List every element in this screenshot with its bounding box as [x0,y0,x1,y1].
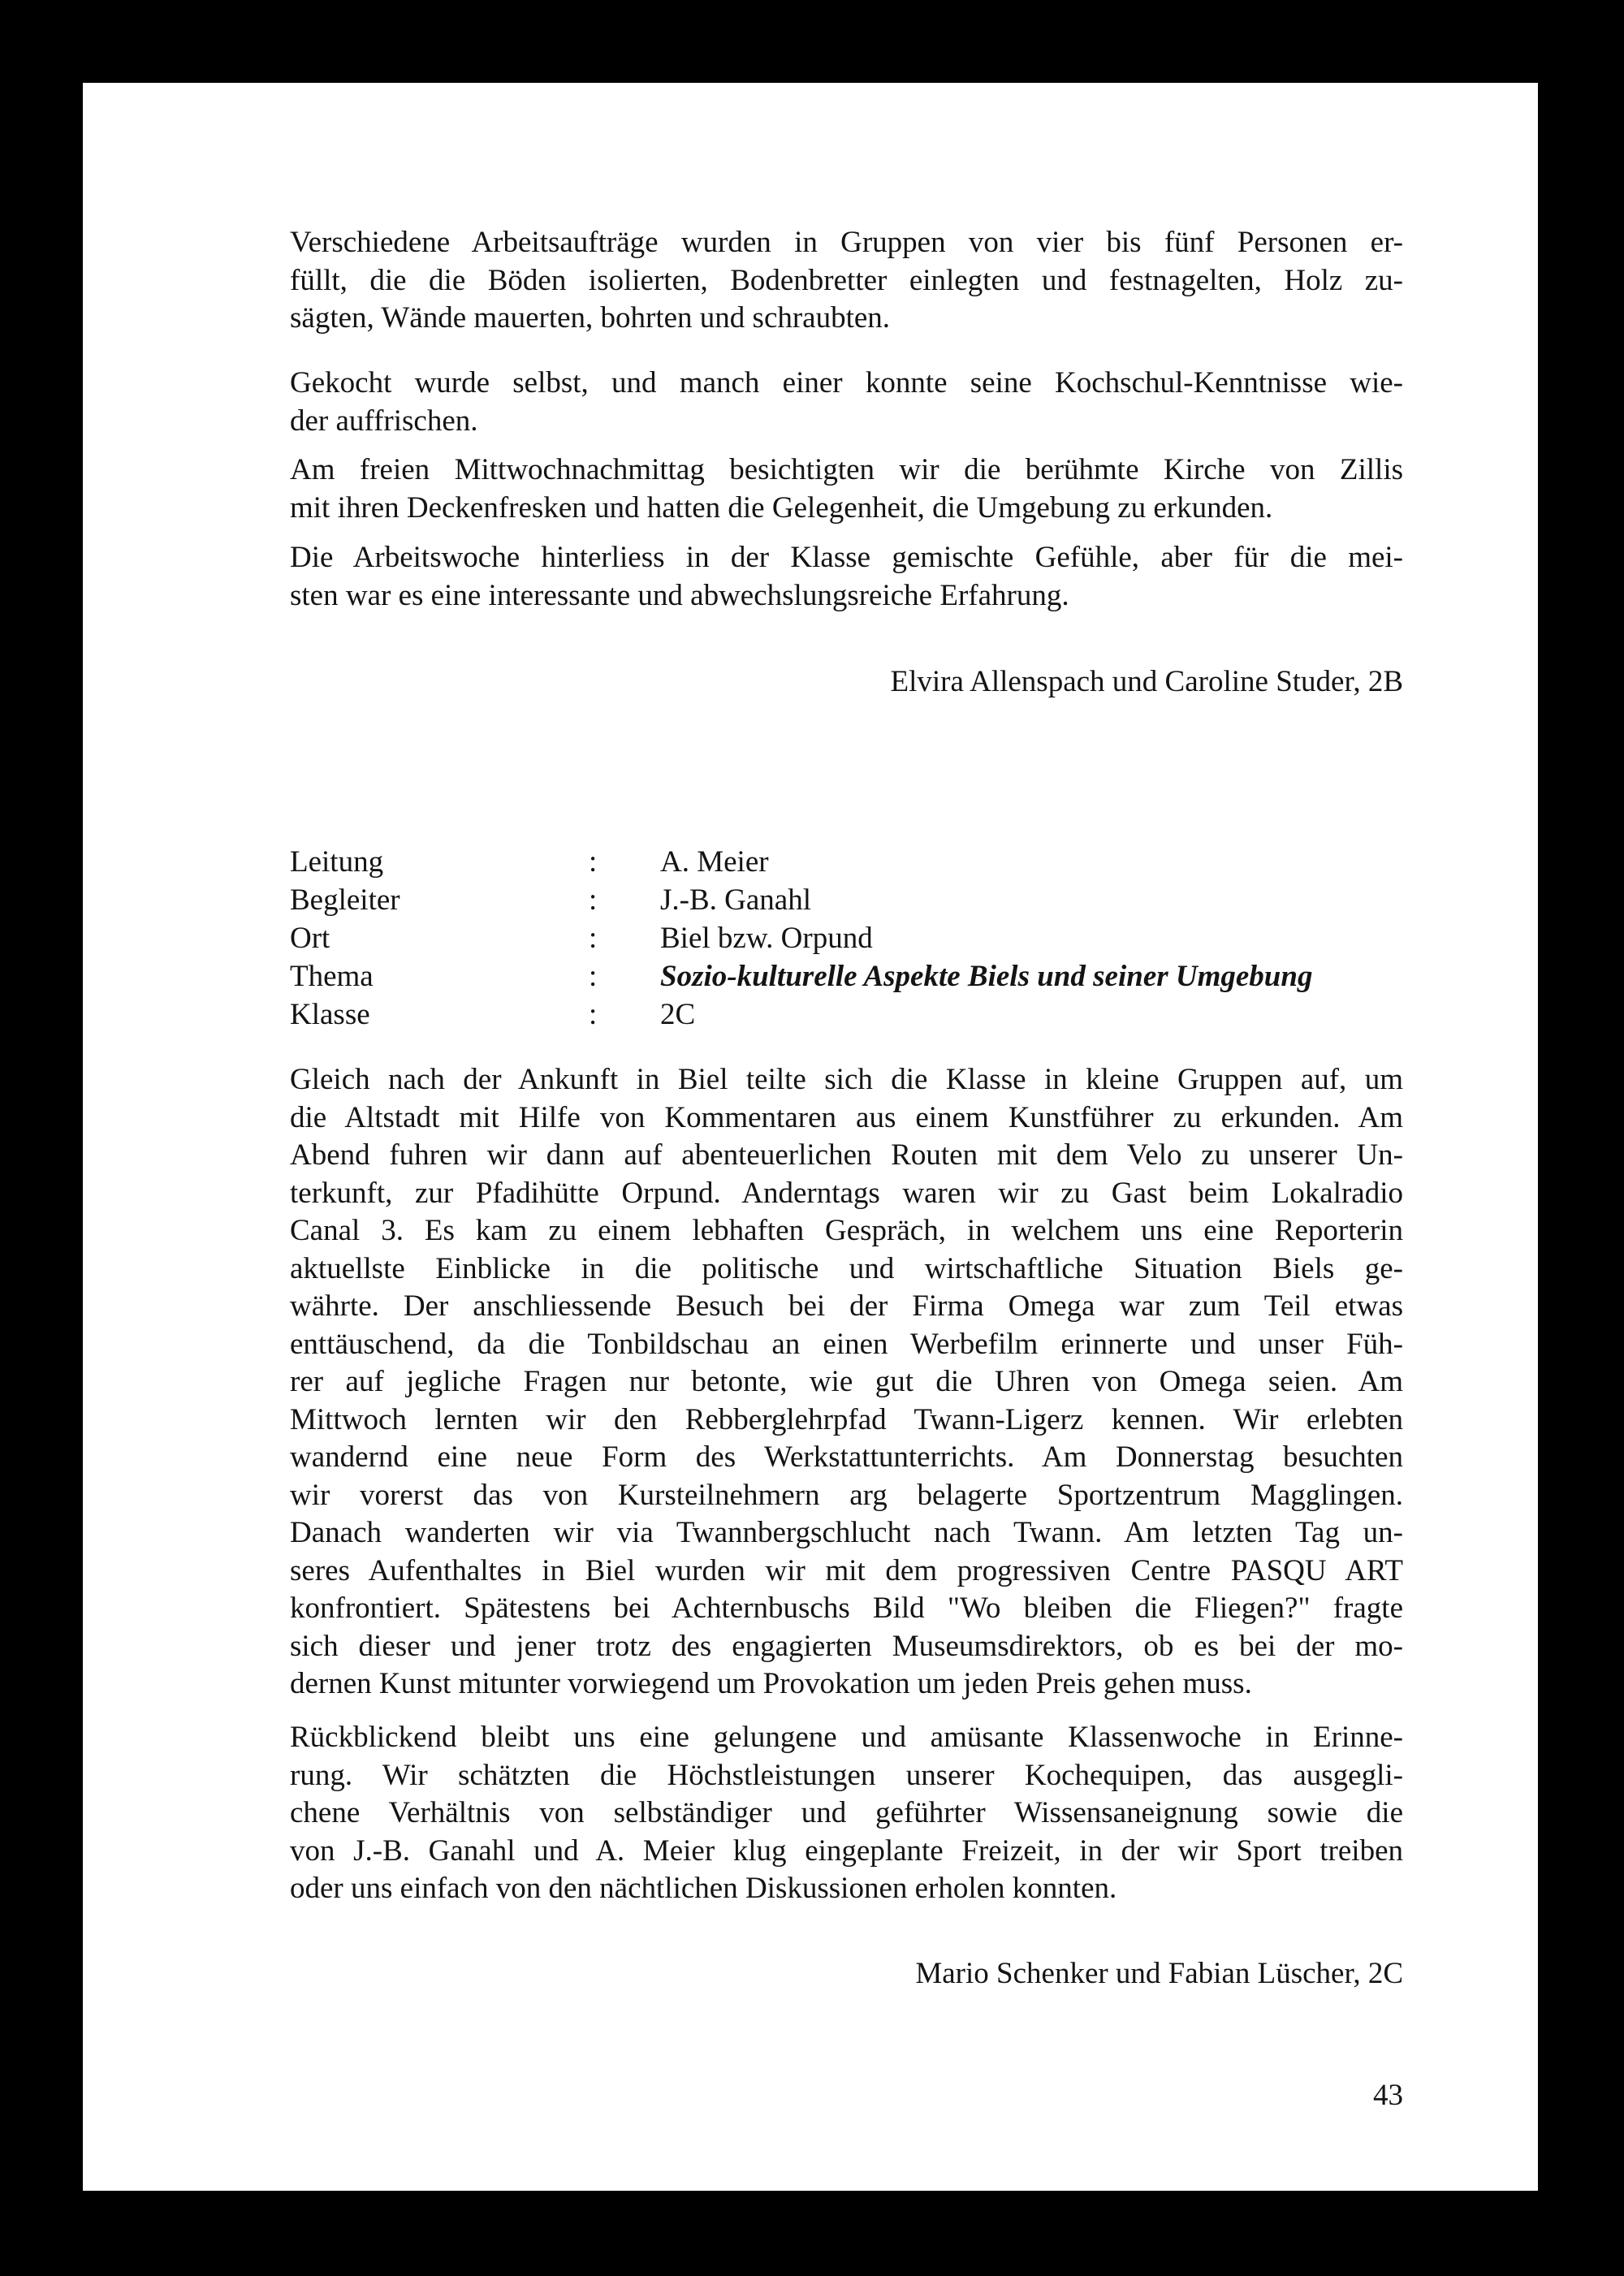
signature-2c: Mario Schenker und Fabian Lüscher, 2C [915,1957,1403,1990]
text-line: Am freien Mittwochnachmittag besichtigten wir die berühmte Kirche von Zillis [290,453,1403,486]
info-value: 2C [660,998,696,1031]
text-line: enttäuschend, da die Tonbildschau an einen Werbefilm erinnerte und unser Füh- [290,1327,1403,1361]
text-line: Canal 3. Es kam zu einem lebhaften Gespräch, in welchem uns eine Reporterin [290,1214,1403,1247]
info-sep: : [589,960,598,993]
info-sep: : [589,998,598,1031]
text-line: die Altstadt mit Hilfe von Kommentaren aus einem Kunstführer zu erkunden. Am [290,1100,1403,1134]
page-number: 43 [1373,2079,1403,2112]
info-key: Leitung [290,845,384,879]
text-line: Verschiedene Arbeitsaufträge wurden in Gruppen von vier bis fünf Personen er- [290,226,1403,259]
paragraph-conclusion [290,539,1403,615]
text-line: Abend fuhren wir dann auf abenteuerlichen Routen mit dem Velo zu unserer Un- [290,1138,1403,1172]
paragraph-review [290,1719,1403,1908]
text-line: Mittwoch lernten wir den Rebberglehrpfad Twann-Ligerz kennen. Wir erlebten [290,1402,1403,1436]
info-value: A. Meier [660,845,769,879]
text-line: der auffrischen. [290,404,478,438]
text-line: wandernd eine neue Form des Werkstattunterrichts. Am Donnerstag besuchten [290,1440,1403,1474]
text-line: Danach wanderten wir via Twannbergschlucht nach Twann. Am letzten Tag un- [290,1516,1403,1549]
text-line: chene Verhältnis von selbständiger und geführter Wissensaneignung sowie die [290,1796,1403,1829]
info-key: Thema [290,960,374,993]
info-value: J.-B. Ganahl [660,883,811,917]
text-line: sten war es eine interessante und abwechslungsreiche Erfahrung. [290,578,1069,612]
info-table [290,844,1403,1034]
text-line: Gekocht wurde selbst, und manch einer konnte seine Kochschul-Kenntnisse wie- [290,366,1403,399]
info-row-klasse [290,996,1403,1034]
text-line: aktuellste Einblicke in die politische und wirtschaftliche Situation Biels ge- [290,1251,1403,1285]
text-line: dernen Kunst mitunter vorwiegend um Provokation um jeden Preis gehen muss. [290,1667,1252,1700]
text-line: sägten, Wände mauerten, bohrten und schraubten. [290,301,891,335]
info-row-thema [290,958,1403,996]
info-sep: : [589,922,598,955]
text-line: rer auf jegliche Fragen nur betonte, wie gut die Uhren von Omega seien. Am [290,1365,1403,1398]
paragraph-cooking [290,365,1403,440]
info-key: Klasse [290,998,370,1031]
paragraph-zillis [290,451,1403,527]
text-line: seres Aufenthaltes in Biel wurden wir mit dem progressiven Centre PASQU ART [290,1553,1403,1587]
text-line: füllt, die die Böden isolierten, Bodenbretter einlegten und festnagelten, Holz zu- [290,263,1403,297]
text-line: oder uns einfach von den nächtlichen Diskussionen erholen konnten. [290,1872,1117,1905]
text-line: mit ihren Deckenfresken und hatten die Gelegenheit, die Umgebung zu erkunden. [290,490,1273,525]
text-line: sich dieser und jener trotz des engagierten Museumsdirektors, ob es bei der mo- [290,1629,1403,1663]
info-sep: : [589,883,598,917]
paragraph-biel-report [290,1061,1403,1704]
text-line: Rückblickend bleibt uns eine gelungene und amüsante Klassenwoche in Erinne- [290,1721,1403,1754]
info-row-leitung [290,844,1403,882]
signature-2b: Elvira Allenspach und Caroline Studer, 2B [890,665,1403,698]
info-value-theme: Sozio-kulturelle Aspekte Biels und seiner Umgebung [660,960,1313,993]
text-line: währte. Der anschliessende Besuch bei der Firma Omega war zum Teil etwas [290,1289,1403,1323]
paragraph-work-tasks [290,224,1403,338]
info-row-ort [290,920,1403,958]
info-value: Biel bzw. Orpund [660,922,873,955]
info-key: Ort [290,922,330,955]
text-line: terkunft, zur Pfadihütte Orpund. Anderntags waren wir zu Gast beim Lokalradio [290,1176,1403,1210]
text-line: von J.-B. Ganahl und A. Meier klug eingeplante Freizeit, in der wir Sport treiben [290,1833,1403,1868]
text-line: konfrontiert. Spätestens bei Achternbuschs Bild "Wo bleiben die Fliegen?" fragte [290,1591,1403,1625]
info-row-begleiter [290,882,1403,920]
text-line: wir vorerst das von Kursteilnehmern arg belagerte Sportzentrum Magglingen. [290,1478,1403,1512]
text-line: Gleich nach der Ankunft in Biel teilte sich die Klasse in kleine Gruppen auf, um [290,1063,1403,1096]
text-line: Die Arbeitswoche hinterliess in der Klasse gemischte Gefühle, aber für die mei- [290,541,1403,574]
text-line: rung. Wir schätzten die Höchstleistungen unserer Kochequipen, das ausgegli- [290,1758,1403,1792]
info-sep: : [589,845,598,879]
info-key: Begleiter [290,883,400,917]
